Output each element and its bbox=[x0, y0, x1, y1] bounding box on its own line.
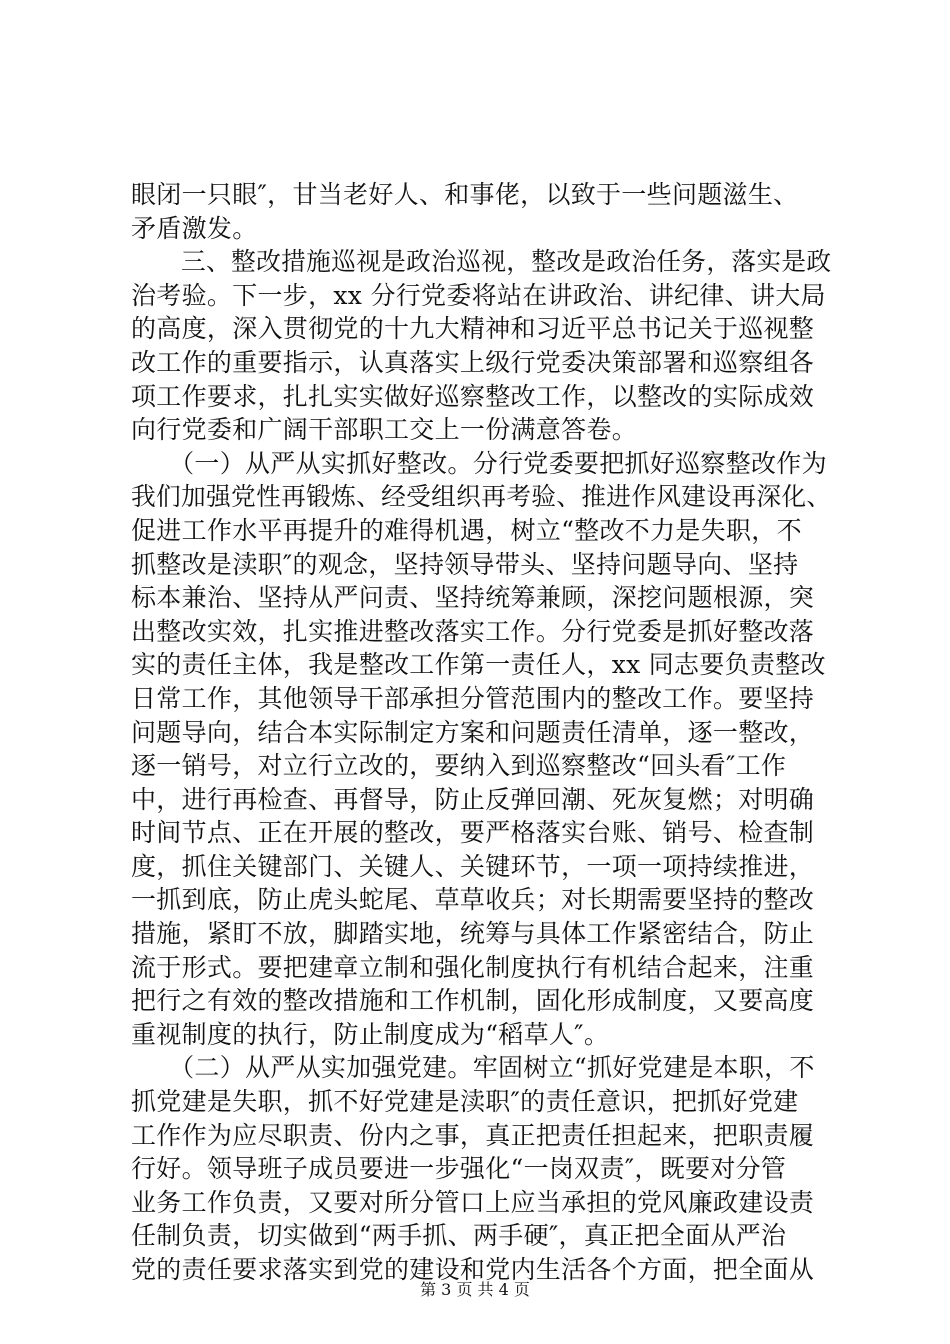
text-line: 逐一销号，对立行立改的，要纳入到巡察整改“回头看″工作 bbox=[131, 751, 787, 781]
body-text bbox=[131, 178, 831, 1287]
text-line: 重视制度的执行，防止制度成为“稻草人″。 bbox=[131, 1019, 610, 1049]
text-line: 流于形式。要把建章立制和强化制度执行有机结合起来，注重 bbox=[131, 952, 815, 982]
text-line: 我们加强党性再锻炼、经受组织再考验、推进作风建设再深化、 bbox=[131, 482, 832, 512]
text-line: 的高度，深入贯彻党的十九大精神和习近平总书记关于巡视整 bbox=[131, 314, 815, 344]
text-line: 向行党委和广阔干部职工交上一份满意答卷。 bbox=[131, 415, 638, 445]
text-line: （一）从严从实抓好整改。分行党委要把抓好巡察整改作为 bbox=[131, 448, 827, 478]
text-line: 标本兼治、坚持从严问责、坚持统筹兼顾，深挖问题根源，突 bbox=[131, 583, 815, 613]
text-line: 项工作要求，扎扎实实做好巡察整改工作，以整改的实际成效 bbox=[131, 381, 815, 411]
text-line: 眼闭一只眼″，甘当老好人、和事佬，以致于一些问题滋生、 bbox=[131, 180, 799, 209]
text-line: 党的责任要求落实到党的建设和党内生活各个方面，把全面从 bbox=[131, 1255, 815, 1284]
text-line: 中，进行再检查、再督导，防止反弹回潮、死灰复燃；对明确 bbox=[131, 784, 815, 814]
text-line: 时间节点、正在开展的整改，要严格落实台账、销号、检查制 bbox=[131, 818, 815, 848]
text-line: 实的责任主体，我是整改工作第一责任人，xx 同志要负责整改 bbox=[131, 650, 826, 680]
text-line: 工作作为应尽职责、份内之事，真正把责任担起来，把职责履 bbox=[131, 1120, 815, 1150]
text-line: 问题导向，结合本实际制定方案和问题责任清单，逐一整改， bbox=[131, 717, 815, 747]
text-line: 一抓到底，防止虎头蛇尾、草草收兵；对长期需要坚持的整改 bbox=[131, 885, 815, 915]
text-line: 措施，紧盯不放，脚踏实地，统筹与具体工作紧密结合，防止 bbox=[131, 919, 815, 949]
text-line: 任制负责，切实做到“两手抓、两手硬″，真正把全面从严治 bbox=[131, 1221, 787, 1251]
text-line: 改工作的重要指示，认真落实上级行党委决策部署和巡察组各 bbox=[131, 347, 815, 377]
text-line: 出整改实效，扎实推进整改落实工作。分行党委是抓好整改落 bbox=[131, 616, 815, 646]
text-line: 促进工作水平再提升的难得机遇，树立“整改不力是失职，不 bbox=[131, 515, 802, 545]
text-line: 矛盾激发。 bbox=[131, 213, 258, 243]
text-line: 业务工作负责，又要对所分管口上应当承担的党风廉政建设责 bbox=[131, 1187, 815, 1217]
text-line: （二）从严从实加强党建。牢固树立“抓好党建是本职，不 bbox=[131, 1053, 815, 1083]
text-line: 抓整改是渎职″的观念，坚持领导带头、坚持问题导向、坚持 bbox=[131, 549, 799, 579]
text-line: 度，抓住关键部门、关键人、关键环节，一项一项持续推进， bbox=[131, 851, 815, 881]
text-line: 日常工作，其他领导干部承担分管范围内的整改工作。要坚持 bbox=[131, 683, 815, 713]
text-line: 治考验。下一步，xx 分行党委将站在讲政治、讲纪律、讲大局 bbox=[131, 280, 826, 310]
text-line: 行好。领导班子成员要进一步强化“一岗双责″，既要对分管 bbox=[131, 1154, 787, 1184]
text-line: 三、整改措施巡视是政治巡视，整改是政治任务，落实是政 bbox=[131, 247, 832, 277]
text-line: 抓党建是失职，抓不好党建是渎职″的责任意识，把抓好党建 bbox=[131, 1087, 799, 1117]
text-line: 把行之有效的整改措施和工作机制，固化形成制度，又要高度 bbox=[131, 986, 815, 1016]
page-footer: 第 3 页 共 4 页 bbox=[420, 1280, 530, 1299]
